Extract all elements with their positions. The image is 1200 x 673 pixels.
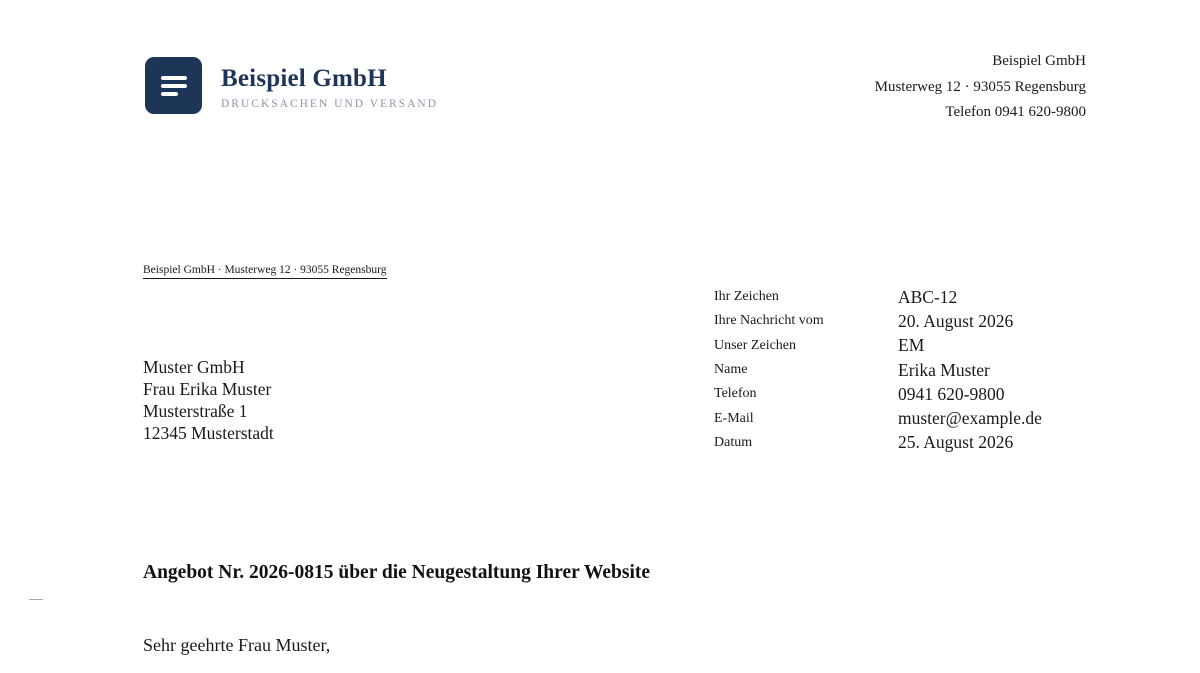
info-label: Telefon	[714, 386, 757, 402]
recipient-city: 12345 Musterstadt	[143, 423, 274, 443]
info-row	[714, 358, 1042, 382]
info-label: Ihre Nachricht vom	[714, 313, 824, 329]
info-value: EM	[898, 335, 925, 356]
sender-company: Beispiel GmbH	[992, 53, 1086, 69]
info-label: E-Mail	[714, 410, 754, 426]
fold-mark	[29, 599, 43, 600]
sender-block	[875, 49, 1086, 126]
logo-name: Beispiel GmbH	[221, 64, 387, 92]
recipient-street: Musterstraße 1	[143, 401, 248, 421]
info-row	[714, 309, 1042, 333]
company-logo	[145, 57, 438, 114]
info-row	[714, 334, 1042, 358]
info-value: 25. August 2026	[898, 432, 1014, 453]
info-row	[714, 431, 1042, 455]
info-row	[714, 285, 1042, 309]
info-label: Name	[714, 362, 748, 378]
logo-tagline: DRUCKSACHEN UND VERSAND	[221, 97, 439, 110]
info-row	[714, 382, 1042, 406]
info-value: 0941 620-9800	[898, 383, 1005, 404]
sender-phone: Telefon 0941 620-9800	[945, 104, 1086, 120]
document-lines-icon	[145, 57, 202, 114]
info-label: Datum	[714, 434, 753, 450]
info-value: 20. August 2026	[898, 310, 1014, 331]
letter-subject: Angebot Nr. 2026-0815 über die Neugestaltung Ihrer Website	[143, 562, 651, 583]
info-value: Erika Muster	[898, 359, 990, 380]
return-address-line: Beispiel GmbH · Musterweg 12 · 93055 Regensburg	[143, 263, 387, 279]
info-value: muster@example.de	[898, 408, 1042, 429]
recipient-person: Frau Erika Muster	[143, 379, 272, 399]
recipient-address	[143, 356, 274, 444]
info-label: Ihr Zeichen	[714, 289, 779, 305]
logo-text	[221, 65, 438, 111]
info-row	[714, 406, 1042, 430]
letter-salutation: Sehr geehrte Frau Muster,	[143, 635, 331, 655]
recipient-company: Muster GmbH	[143, 357, 245, 377]
info-label: Unser Zeichen	[714, 337, 797, 353]
sender-address: Musterweg 12 · 93055 Regensburg	[874, 78, 1086, 95]
reference-info-block	[714, 285, 1042, 455]
info-value: ABC-12	[898, 286, 958, 307]
